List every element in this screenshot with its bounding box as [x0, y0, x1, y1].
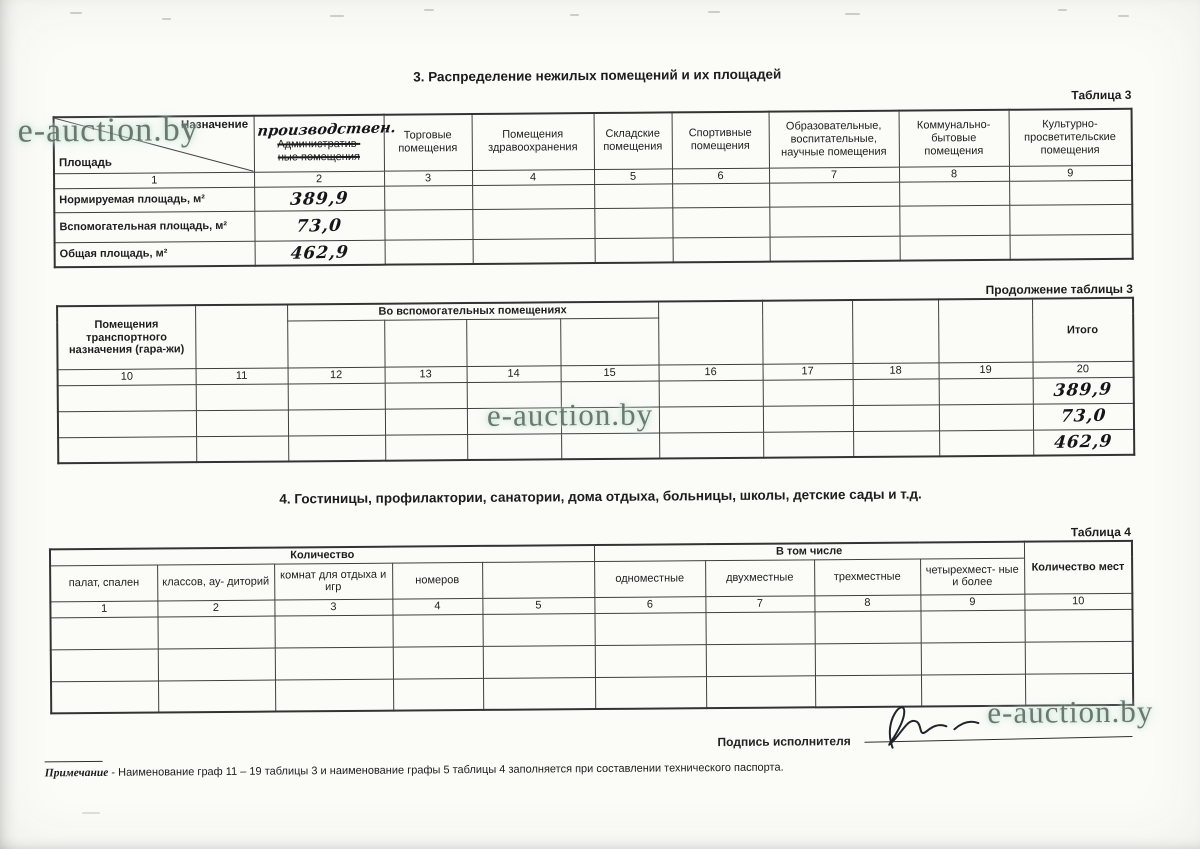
col-header: Складские помещения [594, 112, 672, 169]
col-number: 12 [288, 367, 385, 384]
empty-cell [899, 182, 1009, 207]
col-header: Спортивные помещения [672, 112, 769, 169]
col-number: 19 [939, 362, 1033, 379]
col-header: Культурно-просветительские помещения [1009, 109, 1132, 166]
itogo-header: Итого [1032, 298, 1133, 362]
empty-cell [196, 384, 288, 411]
col-number: 1 [54, 172, 254, 190]
empty-cell [939, 404, 1033, 431]
row-label: Нормируемая площадь, м² [54, 188, 254, 214]
sub-header: комнат для отдыха и игр [274, 563, 392, 600]
footnote-term: Примечание [44, 766, 109, 780]
empty-cell [196, 436, 288, 463]
col-number: 10 [1024, 593, 1132, 610]
col-number: 15 [561, 365, 659, 382]
col-number: 6 [594, 597, 705, 614]
handwritten-value-cell [255, 241, 385, 266]
empty-cell [900, 236, 1010, 261]
footnote-text: - Наименование граф 11 – 19 таблицы 3 и наименование графы 5 таблицы 4 заполняется при составлении технического паспорта. [111, 761, 784, 779]
empty-cell [561, 381, 659, 408]
col-header: Торговые помещения [384, 114, 472, 171]
empty-cell [595, 238, 673, 263]
including-span-header: В том числе [594, 542, 1024, 562]
empty-cell [158, 680, 275, 713]
empty-cell [385, 409, 467, 436]
empty-cell [595, 677, 706, 710]
col-number: 14 [467, 366, 561, 383]
empty-cell [466, 319, 560, 367]
empty-cell [393, 678, 483, 711]
empty-cell [482, 613, 594, 646]
empty-cell [58, 437, 196, 464]
empty-cell [157, 616, 274, 649]
empty-cell [659, 406, 763, 433]
section4-title: 4. Гостиницы, профилактории, санатории, дома отдыха, больницы, школы, детские сады и т.д. [279, 486, 922, 507]
empty-cell [385, 383, 467, 410]
empty-cell [939, 430, 1033, 457]
garage-column-header: Помещения транспортного назначения (гара-жи) [57, 305, 195, 370]
empty-cell [815, 643, 921, 676]
sub-header [482, 562, 594, 599]
empty-cell [763, 431, 853, 458]
sub-header: классов, ау- диторий [157, 564, 274, 601]
empty-cell [58, 411, 196, 438]
col-number: 8 [899, 166, 1009, 183]
col-number: 2 [254, 171, 384, 188]
empty-cell [899, 206, 1009, 237]
empty-cell [472, 185, 594, 210]
empty-cell [938, 299, 1032, 363]
empty-cell [384, 320, 466, 368]
empty-cell [58, 385, 196, 412]
col-number: 3 [384, 170, 472, 187]
note-overline [45, 761, 103, 762]
empty-cell [706, 676, 815, 709]
empty-cell [1025, 641, 1133, 674]
empty-cell [288, 383, 385, 410]
handwritten-total-cell [1033, 377, 1134, 404]
table3-continuation-label: Продолжение таблицы 3 [985, 281, 1134, 297]
handwritten-total-cell [1033, 403, 1134, 430]
quantity-span-header: Количество [50, 545, 594, 566]
empty-cell [769, 183, 899, 208]
empty-cell [939, 378, 1033, 405]
empty-cell [673, 238, 770, 263]
handwritten-total: 462,9 [1053, 431, 1114, 454]
empty-cell [706, 644, 815, 677]
empty-cell [1025, 609, 1133, 642]
empty-cell [274, 615, 392, 648]
col-number: 17 [763, 363, 853, 380]
empty-cell [472, 209, 594, 240]
empty-cell [467, 434, 561, 461]
col-number: 7 [769, 167, 899, 184]
empty-cell [288, 409, 385, 436]
handwritten-value: 73,0 [295, 215, 343, 237]
empty-cell [1025, 673, 1133, 706]
col-number: 4 [472, 169, 594, 186]
section3-title: 3. Распределение нежилых помещений и их площадей [413, 66, 782, 85]
row-label: Общая площадь, м² [55, 242, 255, 268]
empty-cell [658, 301, 762, 365]
struck-header-line2: ные помещения [277, 151, 361, 164]
struck-header-line1: Административ- [277, 138, 361, 151]
empty-cell [287, 320, 384, 368]
watermark-top-left: e-auction.by [17, 111, 199, 150]
empty-cell [392, 614, 482, 647]
table4 [49, 540, 1134, 715]
empty-cell [659, 432, 763, 459]
empty-cell [195, 304, 287, 368]
empty-cell [852, 299, 938, 363]
row-label: Вспомогательная площадь, м² [54, 212, 254, 244]
handwritten-total: 73,0 [1059, 406, 1107, 428]
watermark-bottom-right: e-auction.by [987, 693, 1154, 730]
col-number: 16 [659, 364, 763, 381]
handwritten-value: 462,9 [289, 242, 350, 264]
sub-header: двухместные [705, 560, 814, 597]
empty-cell [815, 611, 921, 644]
col-header: Коммунально-бытовые помещения [899, 110, 1009, 167]
empty-cell [853, 379, 939, 406]
col-number: 9 [920, 594, 1024, 611]
empty-cell [393, 646, 483, 679]
empty-cell [763, 379, 853, 406]
table3-label: Таблица 3 [1071, 87, 1132, 103]
empty-cell [384, 210, 472, 241]
empty-cell [467, 382, 561, 409]
empty-cell [196, 410, 288, 437]
table3 [53, 108, 1134, 268]
aux-span-header: Во вспомогательных помещениях [287, 302, 658, 321]
empty-cell [706, 612, 815, 645]
empty-cell [595, 613, 706, 646]
sub-header: четырехмест- ные и более [920, 558, 1024, 595]
handwritten-value-cell [254, 211, 384, 242]
empty-cell [763, 405, 853, 432]
empty-cell [51, 617, 158, 650]
handwritten-total: 389,9 [1053, 379, 1113, 402]
empty-cell [483, 677, 595, 710]
col-number: 7 [705, 596, 814, 613]
col-number: 5 [594, 168, 672, 185]
col-number: 6 [672, 168, 769, 185]
handwritten-total-cell [1033, 429, 1134, 456]
empty-cell [467, 408, 561, 435]
empty-cell [1009, 181, 1132, 206]
corner-cell [54, 116, 254, 174]
empty-cell [385, 435, 467, 462]
empty-cell [762, 300, 852, 364]
empty-cell [275, 679, 393, 712]
corner-label-naznachenie: Назначение [180, 118, 249, 132]
table4-label: Таблица 4 [1070, 524, 1131, 540]
empty-cell [275, 647, 393, 680]
sub-header: трехместные [814, 559, 920, 596]
empty-cell [385, 240, 473, 265]
col-number: 2 [157, 600, 274, 617]
handwritten-signature [854, 695, 994, 754]
empty-cell [921, 610, 1025, 643]
empty-cell [561, 407, 659, 434]
empty-cell [769, 207, 899, 238]
sub-header: палат, спален [50, 565, 157, 602]
empty-cell [595, 645, 706, 678]
signature-label: Подпись исполнителя [717, 734, 851, 750]
empty-cell [594, 208, 672, 239]
col-number: 13 [385, 367, 467, 384]
col-number: 5 [482, 598, 594, 615]
empty-cell [770, 237, 900, 262]
places-column-header: Количество мест [1024, 541, 1132, 594]
empty-cell [473, 239, 595, 264]
col2-header-amended [254, 115, 397, 172]
empty-cell [672, 184, 769, 209]
empty-cell [51, 649, 158, 682]
col-number: 18 [853, 363, 939, 380]
col-header: Помещения здравоохранения [472, 113, 594, 170]
col-number: 11 [196, 368, 288, 385]
table3-continuation [56, 297, 1135, 465]
empty-cell [1009, 205, 1132, 236]
empty-cell [158, 648, 275, 681]
col-number: 8 [814, 595, 920, 612]
empty-cell [672, 208, 769, 239]
empty-cell [288, 435, 385, 462]
handwritten-value: 389,9 [289, 188, 350, 210]
empty-cell [853, 431, 939, 458]
watermark-center: e-auction.by [486, 396, 654, 433]
col-number: 3 [274, 599, 392, 616]
empty-cell [483, 645, 595, 678]
handwritten-correction: производствен. [256, 119, 397, 140]
empty-cell [659, 380, 763, 407]
empty-cell [561, 433, 659, 460]
empty-cell [1010, 235, 1133, 260]
empty-cell [384, 186, 472, 211]
handwritten-value-cell [254, 187, 384, 212]
col-number: 4 [392, 598, 482, 615]
empty-cell [594, 184, 672, 209]
col-number: 9 [1009, 165, 1132, 182]
col-number: 10 [58, 369, 196, 386]
sub-header: одноместные [594, 561, 705, 598]
footnote [45, 759, 1085, 779]
sub-header: номеров [392, 562, 482, 599]
col-number: 1 [50, 601, 157, 618]
empty-cell [560, 318, 658, 366]
empty-cell [51, 681, 158, 714]
col-number: 20 [1033, 361, 1134, 378]
empty-cell [853, 405, 939, 432]
col-header: Образовательные, воспитательные, научные помещения [769, 111, 899, 168]
corner-label-ploshchad: Площадь [58, 156, 113, 170]
empty-cell [921, 642, 1025, 675]
